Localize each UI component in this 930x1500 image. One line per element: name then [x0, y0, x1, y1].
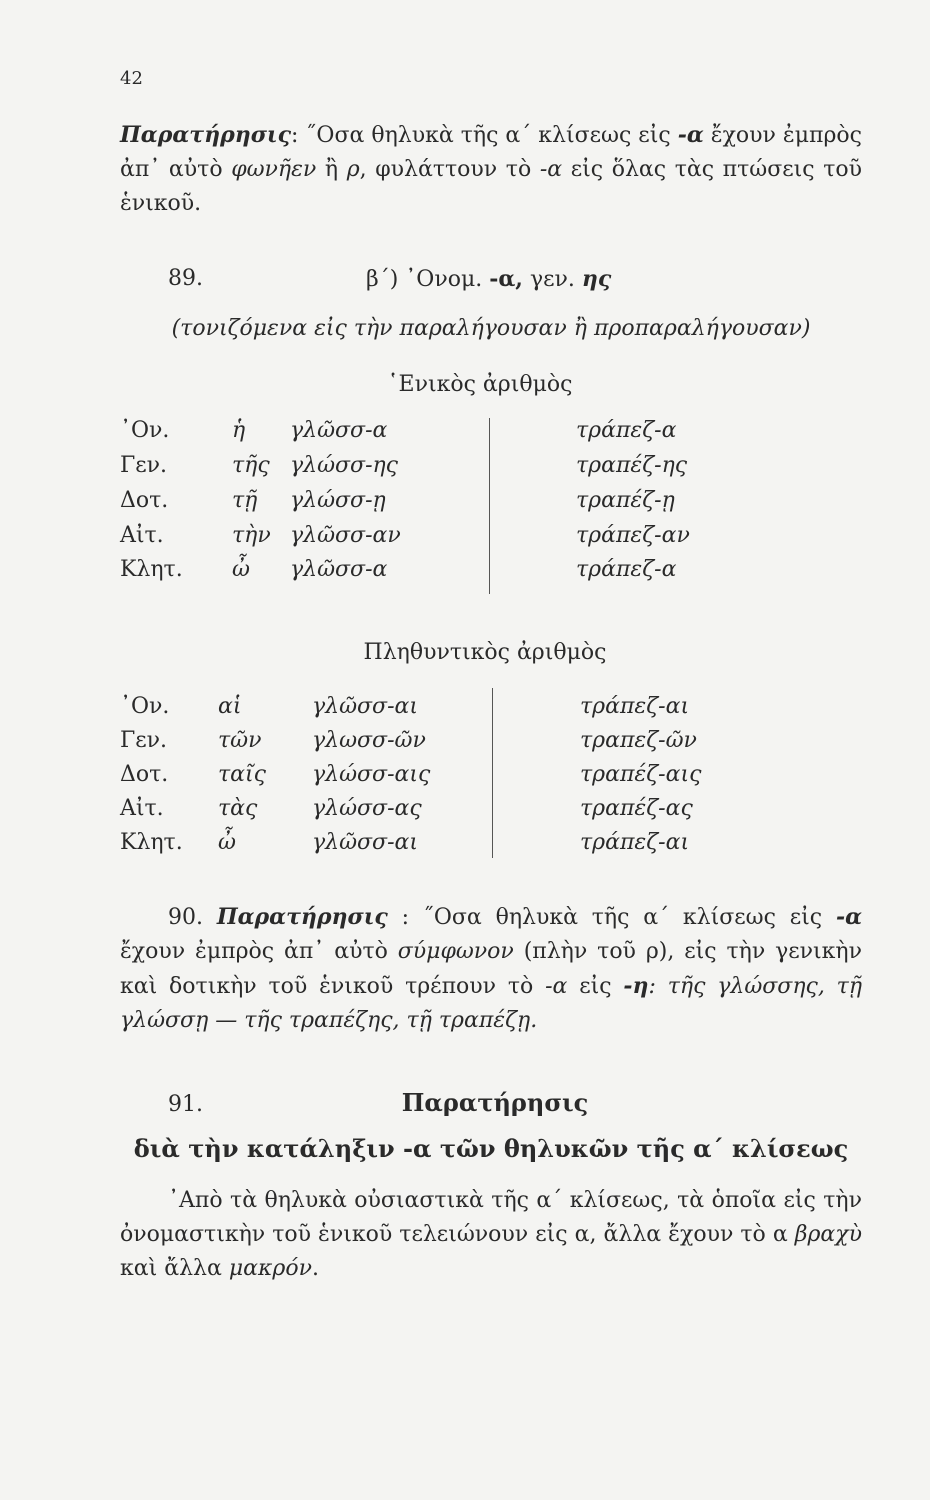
section-91-body-c: .	[311, 1256, 319, 1281]
singular-heading: ῾Ενικὸς ἀριθμὸς	[387, 372, 573, 397]
singular-article: τὴν	[232, 523, 271, 548]
singular-word1: γλῶσσ-α	[290, 418, 388, 443]
note-text-d: , φυλάττουν τὸ	[359, 157, 540, 182]
singular-word1: γλώσσ-ης	[290, 453, 399, 478]
singular-case: Γεν.	[120, 453, 168, 478]
singular-divider	[489, 418, 490, 594]
section-91-body-long: μακρόν	[228, 1256, 312, 1281]
plural-word2: τράπεζ-αι	[580, 694, 690, 719]
plural-case: Κλητ.	[120, 830, 183, 855]
singular-case: ᾽Ον.	[120, 418, 170, 443]
plural-word2: τραπέζ-ας	[580, 796, 693, 821]
section-90-consonant: σύμφωνον	[397, 939, 514, 964]
section-91-body-short: βραχὺ	[794, 1222, 862, 1247]
section-91-number: 91.	[168, 1092, 203, 1117]
section-91-body-b: καὶ ἄλλα	[120, 1256, 229, 1281]
plural-heading: Πληθυντικὸς ἀριθμὸς	[363, 640, 607, 665]
singular-word2: τραπέζ-ῃ	[576, 488, 675, 513]
section-90-ending: -α	[835, 904, 862, 930]
singular-case: Δοτ.	[120, 488, 169, 513]
plural-case: Δοτ.	[120, 762, 169, 787]
plural-word2: τράπεζ-αι	[580, 830, 690, 855]
section-89-number: 89.	[168, 266, 203, 291]
section-89-subtitle: (τονιζόμενα εἰς τὴν παραλήγουσαν ἢ προπαραλήγουσαν)	[171, 316, 811, 341]
singular-word1: γλώσσ-ῃ	[290, 488, 386, 513]
plural-word1: γλῶσσ-αι	[312, 830, 418, 855]
singular-case: Αἰτ.	[120, 523, 164, 548]
plural-article: ταῖς	[218, 762, 266, 787]
plural-word2: τραπέζ-αις	[580, 762, 702, 787]
section-90-text-b: ἔχουν ἐμπρὸς ἀπ᾽ αὐτὸ	[120, 939, 398, 964]
note-label: Παρατήρησις	[120, 122, 291, 148]
note-paragraph	[120, 118, 862, 221]
singular-word2: τράπεζ-α	[576, 418, 677, 443]
section-91-heading: Παρατήρησις	[401, 1088, 589, 1117]
plural-case: Αἰτ.	[120, 796, 164, 821]
section-89-title	[366, 266, 611, 292]
plural-word1: γλώσσ-αις	[312, 762, 431, 787]
note-text-b: ἔχουν ἐμπρὸς ἀπ᾽ αὐτὸ	[120, 123, 862, 182]
plural-word2: τραπεζ-ῶν	[580, 728, 697, 753]
section-90-paragraph	[120, 900, 862, 1038]
singular-word2: τράπεζ-α	[576, 557, 677, 582]
note-rho: ρ	[346, 157, 360, 182]
singular-word2: τράπεζ-αν	[576, 523, 690, 548]
plural-article: ὦ	[218, 830, 236, 855]
plural-case: Γεν.	[120, 728, 168, 753]
page-number: 42	[120, 68, 143, 89]
note-ending2: -α	[539, 157, 563, 182]
section-90-text-d: εἰς	[567, 974, 624, 999]
plural-article: τῶν	[218, 728, 262, 753]
section-90-text-a: : ˝Οσα θηλυκὰ τῆς α΄ κλίσεως εἰς	[387, 905, 836, 930]
section-90-label: Παρατήρησις	[216, 904, 388, 930]
note-text-c: ἢ	[316, 157, 347, 182]
plural-word1: γλωσσ-ῶν	[312, 728, 426, 753]
section-91-subheading: διὰ τὴν κατάληξιν -α τῶν θηλυκῶν τῆς α΄ κλίσεως	[133, 1134, 849, 1163]
singular-word1: γλῶσσ-α	[290, 557, 388, 582]
plural-word1: γλῶσσ-αι	[312, 694, 418, 719]
plural-divider	[492, 688, 493, 858]
section-89-title-d: ης	[581, 266, 612, 292]
section-91-body	[120, 1184, 862, 1286]
plural-article: αἱ	[218, 694, 242, 719]
singular-word1: γλῶσσ-αν	[290, 523, 401, 548]
singular-word2: τραπέζ-ης	[576, 453, 688, 478]
section-91-body-a: ᾽Απὸ τὰ θηλυκὰ οὐσιαστικὰ τῆς α΄ κλίσεως, τὰ ὁποῖα εἰς τὴν ὀνομαστικὴν τοῦ ἑνικοῦ τελειώνουν εἰς α, ἄλλα ἔχουν τὸ α	[120, 1188, 862, 1247]
singular-article: τῆς	[232, 453, 270, 478]
plural-case: ᾽Ον.	[120, 694, 170, 719]
note-text-a: : ˝Οσα θηλυκὰ τῆς α΄ κλίσεως εἰς	[290, 123, 678, 148]
singular-case: Κλητ.	[120, 557, 183, 582]
note-vowel: φωνῆεν	[231, 157, 317, 182]
section-89-title-a: β΄) ᾽Ονομ.	[366, 267, 490, 292]
section-89-title-c: γεν.	[522, 267, 582, 292]
singular-article: ἡ	[232, 418, 246, 443]
note-ending: -α	[677, 122, 704, 148]
plural-article: τὰς	[218, 796, 258, 821]
section-90-number: 90.	[168, 905, 203, 930]
singular-article: ὦ	[232, 557, 250, 582]
section-90-text-c: (πλὴν τοῦ ρ), εἰς τὴν γενικὴν καὶ δοτικὴν τοῦ ἑνικοῦ τρέπουν τὸ	[120, 939, 862, 999]
plural-word1: γλώσσ-ας	[312, 796, 422, 821]
section-90-examples: : τῆς γλώσσης, τῇ γλώσσῃ — τῆς τραπέζης, τῇ τραπέζῃ.	[120, 974, 862, 1033]
section-90-ending3: -η	[623, 973, 649, 999]
note-text-e: εἰς ὅλας τὰς πτώσεις τοῦ ἑνικοῦ.	[120, 157, 862, 216]
singular-article: τῇ	[232, 488, 258, 513]
section-90-ending2: -α	[545, 974, 568, 999]
section-89-title-b: -α,	[489, 266, 523, 292]
